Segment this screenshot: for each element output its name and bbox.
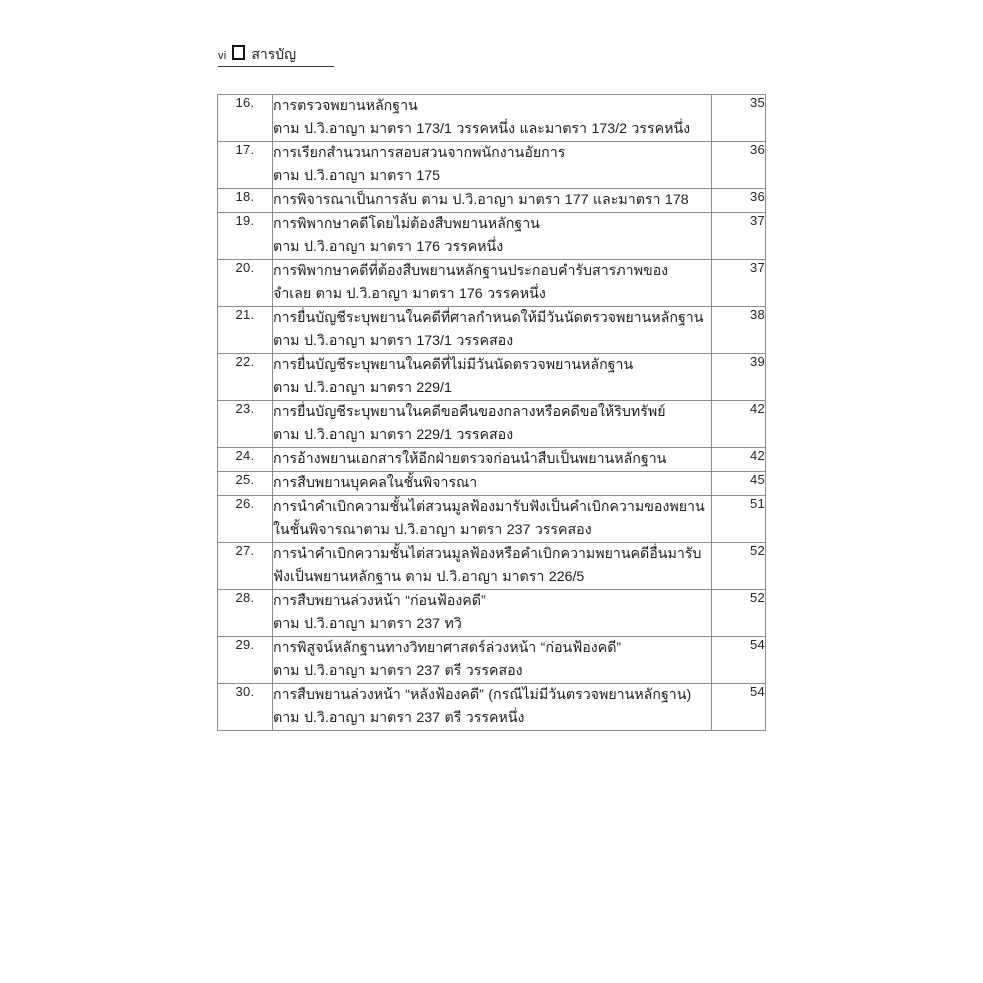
toc-table-body — [218, 95, 766, 731]
entry-title-line2: ตาม ป.วิ.อาญา มาตรา 237 ตรี วรรคสอง — [273, 663, 523, 679]
entry-page-number: 39 — [712, 354, 766, 401]
entry-title — [273, 213, 712, 260]
table-row — [218, 189, 766, 213]
entry-number: 30. — [218, 684, 273, 731]
entry-title — [273, 401, 712, 448]
entry-title-line1: การพิพากษาคดีที่ต้องสืบพยานหลักฐานประกอบคำรับสารภาพของ — [273, 263, 669, 279]
entry-title — [273, 142, 712, 189]
table-of-contents — [217, 94, 765, 731]
entry-number: 19. — [218, 213, 273, 260]
page-running-header — [218, 44, 334, 67]
table-row — [218, 260, 766, 307]
entry-number: 26. — [218, 496, 273, 543]
entry-title-line2: ตาม ป.วิ.อาญา มาตรา 173/1 วรรคสอง — [273, 333, 514, 349]
entry-title — [273, 472, 712, 496]
entry-title-line2: ในชั้นพิจารณาตาม ป.วิ.อาญา มาตรา 237 วรรคสอง — [273, 522, 592, 538]
entry-title-line1: การยื่นบัญชีระบุพยานในคดีที่ศาลกำหนดให้มีวันนัดตรวจพยานหลักฐาน — [273, 310, 704, 326]
table-row — [218, 95, 766, 142]
entry-page-number: 52 — [712, 590, 766, 637]
entry-title-line1: การอ้างพยานเอกสารให้อีกฝ่ายตรวจก่อนนำสืบเป็นพยานหลักฐาน — [273, 451, 667, 467]
table-row — [218, 448, 766, 472]
entry-page-number: 36 — [712, 142, 766, 189]
entry-number: 28. — [218, 590, 273, 637]
table-row — [218, 142, 766, 189]
entry-title-line1: การพิพากษาคดีโดยไม่ต้องสืบพยานหลักฐาน — [273, 216, 540, 232]
entry-page-number: 36 — [712, 189, 766, 213]
entry-page-number: 54 — [712, 637, 766, 684]
entry-page-number: 51 — [712, 496, 766, 543]
entry-number: 24. — [218, 448, 273, 472]
page-title: สารบัญ — [251, 46, 297, 62]
entry-title-line1: การยื่นบัญชีระบุพยานในคดีขอคืนของกลางหรือคดีขอให้ริบทรัพย์ — [273, 404, 666, 420]
entry-number: 23. — [218, 401, 273, 448]
entry-title-line1: การเรียกสำนวนการสอบสวนจากพนักงานอัยการ — [273, 145, 566, 161]
table-row — [218, 354, 766, 401]
entry-number: 21. — [218, 307, 273, 354]
entry-page-number: 42 — [712, 401, 766, 448]
entry-title-line1: การยื่นบัญชีระบุพยานในคดีที่ไม่มีวันนัดตรวจพยานหลักฐาน — [273, 357, 634, 373]
entry-title — [273, 354, 712, 401]
folio-number: vi — [218, 50, 227, 62]
table-row — [218, 543, 766, 590]
entry-title — [273, 590, 712, 637]
entry-title — [273, 307, 712, 354]
entry-title-line1: การสืบพยานบุคคลในชั้นพิจารณา — [273, 475, 478, 491]
table-row — [218, 213, 766, 260]
entry-title-line2: ตาม ป.วิ.อาญา มาตรา 229/1 — [273, 380, 452, 396]
table-row — [218, 307, 766, 354]
entry-number: 29. — [218, 637, 273, 684]
entry-number: 22. — [218, 354, 273, 401]
entry-title-line1: การนำคำเบิกความชั้นไต่สวนมูลฟ้องมารับฟังเป็นคำเบิกความของพยาน — [273, 499, 705, 515]
entry-page-number: 45 — [712, 472, 766, 496]
entry-number: 16. — [218, 95, 273, 142]
entry-number: 27. — [218, 543, 273, 590]
entry-page-number: 52 — [712, 543, 766, 590]
entry-title-line2: ฟังเป็นพยานหลักฐาน ตาม ป.วิ.อาญา มาตรา 226/5 — [273, 569, 585, 585]
entry-title-line1: การสืบพยานล่วงหน้า “หลังฟ้องคดี” (กรณีไม่มีวันตรวจพยานหลักฐาน) — [273, 687, 692, 703]
entry-number: 17. — [218, 142, 273, 189]
entry-title-line1: การสืบพยานล่วงหน้า “ก่อนฟ้องคดี” — [273, 593, 486, 609]
entry-title — [273, 95, 712, 142]
table-row — [218, 472, 766, 496]
entry-title — [273, 637, 712, 684]
entry-page-number: 35 — [712, 95, 766, 142]
entry-title-line2: จำเลย ตาม ป.วิ.อาญา มาตรา 176 วรรคหนึ่ง — [273, 286, 546, 302]
entry-page-number: 37 — [712, 213, 766, 260]
entry-page-number: 42 — [712, 448, 766, 472]
entry-title-line2: ตาม ป.วิ.อาญา มาตรา 175 — [273, 168, 441, 184]
missing-glyph-box-icon — [232, 45, 245, 60]
entry-number: 18. — [218, 189, 273, 213]
table-row — [218, 684, 766, 731]
toc-table — [217, 94, 766, 731]
table-row — [218, 590, 766, 637]
entry-number: 25. — [218, 472, 273, 496]
entry-title — [273, 448, 712, 472]
entry-title — [273, 543, 712, 590]
entry-page-number: 54 — [712, 684, 766, 731]
entry-title-line2: ตาม ป.วิ.อาญา มาตรา 237 ทวิ — [273, 616, 462, 632]
entry-title-line1: การนำคำเบิกความชั้นไต่สวนมูลฟ้องหรือคำเบิกความพยานคดีอื่นมารับ — [273, 546, 702, 562]
table-row — [218, 496, 766, 543]
entry-title — [273, 260, 712, 307]
entry-title-line1: การพิสูจน์หลักฐานทางวิทยาศาสตร์ล่วงหน้า “ก่อนฟ้องคดี” — [273, 640, 622, 656]
entry-title-line2: ตาม ป.วิ.อาญา มาตรา 229/1 วรรคสอง — [273, 427, 514, 443]
entry-title-line2: ตาม ป.วิ.อาญา มาตรา 237 ตรี วรรคหนึ่ง — [273, 710, 525, 726]
table-row — [218, 401, 766, 448]
table-row — [218, 637, 766, 684]
entry-title — [273, 189, 712, 213]
entry-title-line2: ตาม ป.วิ.อาญา มาตรา 176 วรรคหนึ่ง — [273, 239, 504, 255]
entry-number: 20. — [218, 260, 273, 307]
entry-title-line1: การตรวจพยานหลักฐาน — [273, 98, 418, 114]
entry-title-line2: ตาม ป.วิ.อาญา มาตรา 173/1 วรรคหนึ่ง และมาตรา 173/2 วรรคหนึ่ง — [273, 121, 691, 137]
entry-page-number: 38 — [712, 307, 766, 354]
entry-page-number: 37 — [712, 260, 766, 307]
entry-title-line1: การพิจารณาเป็นการลับ ตาม ป.วิ.อาญา มาตรา 177 และมาตรา 178 — [273, 192, 689, 208]
entry-title — [273, 684, 712, 731]
entry-title — [273, 496, 712, 543]
